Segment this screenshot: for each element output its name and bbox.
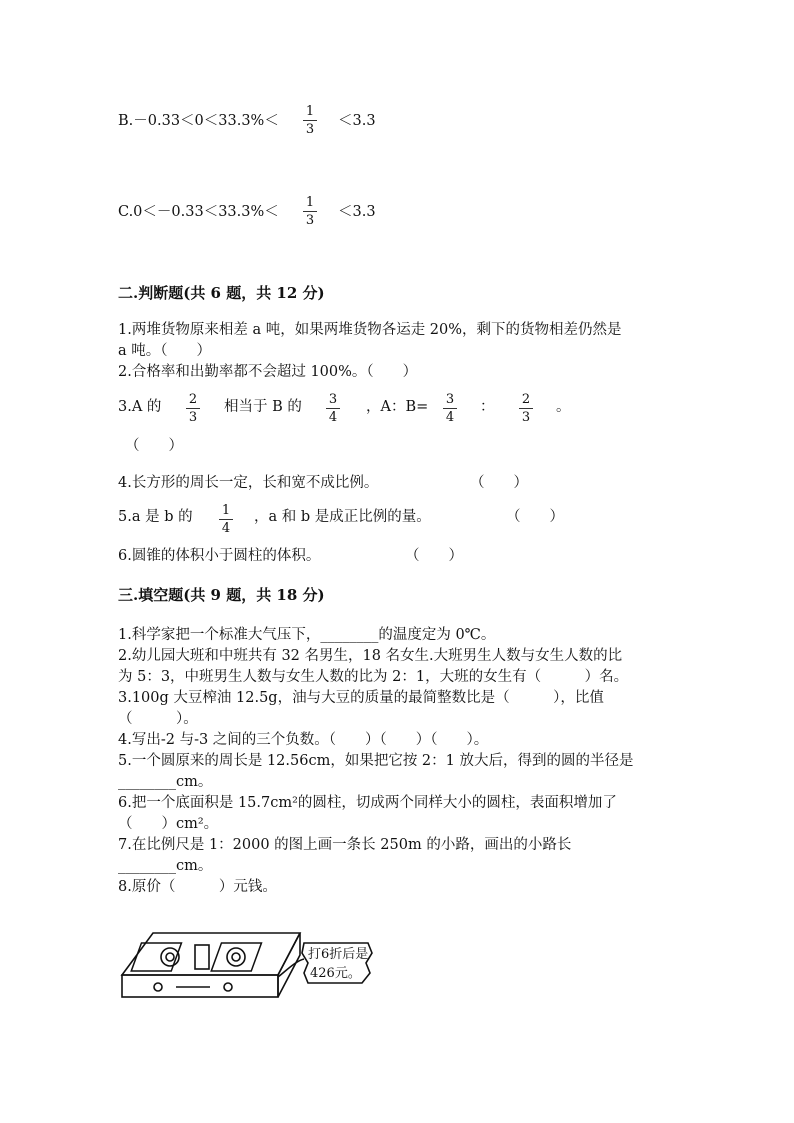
fill-q6-line1: 6.把一个底面积是 15.7cm²的圆柱，切成两个同样大小的圆柱，表面积增加了	[118, 795, 617, 811]
judge-q2: 2.合格率和出勤率都不会超过 100%。（ ）	[118, 364, 418, 380]
price-tag-line1: 打6折后是	[308, 947, 369, 962]
judge-q3-middle: 相当于 B 的	[224, 399, 302, 415]
judge-q4-answer[interactable]: （ ）	[470, 475, 528, 491]
judge-q3-colon: ：	[480, 399, 495, 415]
gas-stove-illustration	[118, 925, 388, 1003]
fill-q2-line1: 2.幼儿园大班和中班共有 32 名男生，18 名女生.大班男生人数与女生人数的比	[118, 648, 623, 664]
judge-q6: 6.圆锥的体积小于圆柱的体积。	[118, 548, 321, 564]
judge-q4: 4.长方形的周长一定，长和宽不成比例。	[118, 475, 379, 491]
judge-q1-line2: a 吨。（ ）	[118, 343, 212, 359]
fill-q7-line2: ________cm。	[118, 858, 213, 874]
judge-q1-line1: 1.两堆货物原来相差 a 吨，如果两堆货物各运走 20%，剩下的货物相差仍然是	[118, 322, 622, 338]
option-c-left: C.0＜－0.33＜33.3%＜	[118, 204, 279, 220]
judge-q3-prefix: 3.A 的	[118, 399, 162, 415]
choice-option-c	[118, 202, 279, 222]
fill-q6-line2: （ ）cm²。	[118, 816, 219, 832]
option-b-right: ＜3.3	[338, 113, 376, 129]
judge-q3-answer[interactable]: （ ）	[125, 438, 183, 454]
section3-heading: 三.填空题(共 9 题，共 18 分)	[118, 586, 325, 604]
fill-q3-line2: （ ）。	[118, 711, 198, 727]
fraction-one-third-b: 1 3	[300, 104, 320, 137]
fill-q7-line1: 7.在比例尺是 1：2000 的图上画一条长 250m 的小路，画出的小路长	[118, 837, 572, 853]
judge-q3-ratio-label: ，A：B=	[366, 399, 429, 415]
fill-q8: 8.原价（ ）元钱。	[118, 879, 277, 895]
option-b-left: B.－0.33＜0＜33.3%＜	[118, 113, 279, 129]
fraction-one-third-c: 1 3	[300, 195, 320, 228]
fill-q3-line1: 3.100g 大豆榨油 12.5g，油与大豆的质量的最简整数比是（ ），比值	[118, 690, 604, 706]
judge-q5-prefix: 5.a 是 b 的	[118, 509, 193, 525]
price-tag-line2: 426元。	[310, 966, 361, 981]
fraction-one-quarter: 1 4	[216, 503, 236, 536]
judge-q6-answer[interactable]: （ ）	[405, 548, 463, 564]
judge-q5-answer[interactable]: （ ）	[506, 509, 564, 525]
fill-q5-line1: 5.一个圆原来的周长是 12.56cm，如果把它按 2：1 放大后，得到的圆的半径是	[118, 753, 634, 769]
fill-q2-line2: 为 5：3，中班男生人数与女生人数的比为 2：1，大班的女生有（ ）名。	[118, 669, 629, 685]
fraction-three-quarters-ratio: 3 4	[440, 392, 460, 425]
judge-q5-text: ，a 和 b 是成正比例的量。	[254, 509, 431, 525]
fraction-two-thirds-ratio: 2 3	[516, 392, 536, 425]
fill-q4: 4.写出-2 与-3 之间的三个负数。（ ）（ ）（ ）。	[118, 732, 489, 748]
option-c-right: ＜3.3	[338, 204, 376, 220]
fill-q1: 1.科学家把一个标准大气压下，________的温度定为 0℃。	[118, 627, 496, 643]
judge-q3-end: 。	[556, 399, 571, 415]
fill-q5-line2: ________cm。	[118, 774, 213, 790]
fraction-three-quarters-b: 3 4	[323, 392, 343, 425]
choice-option-b	[118, 111, 279, 131]
section2-heading: 二.判断题(共 6 题，共 12 分)	[118, 284, 325, 302]
fraction-two-thirds-a: 2 3	[183, 392, 203, 425]
